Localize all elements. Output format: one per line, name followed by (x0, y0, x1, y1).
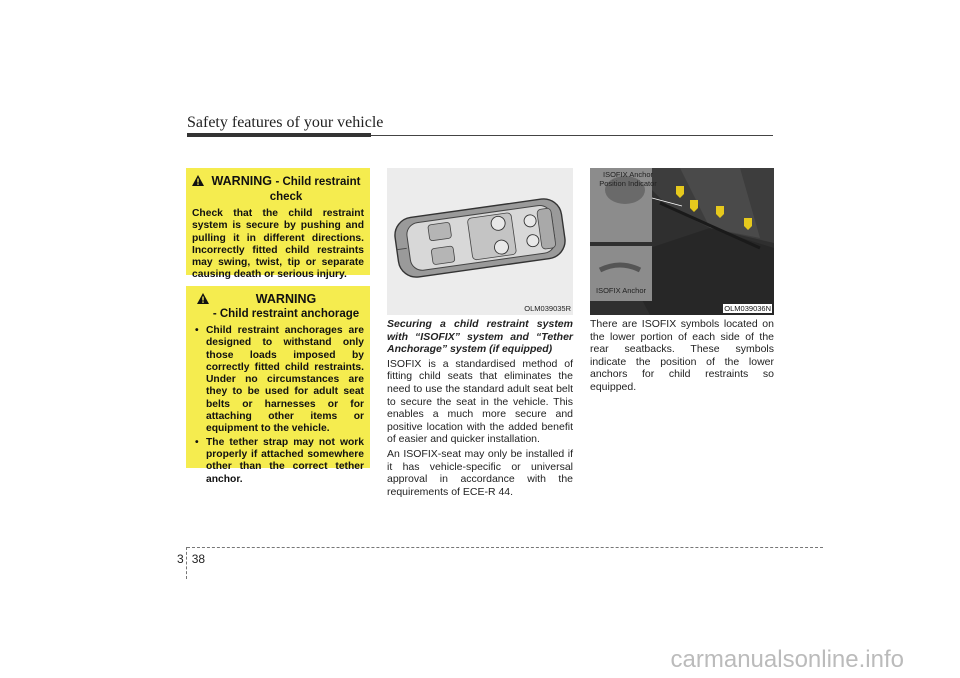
watermark: carmanualsonline.info (670, 646, 904, 673)
paragraph: An ISOFIX-seat may only be installed if it has vehicle-specific or universal approval in accordance with the requirements of ECE-R 44. (387, 447, 573, 498)
figure-code: OLM039035R (524, 304, 571, 313)
page-header-title: Safety features of your vehicle (187, 114, 384, 131)
figure-car-top-view (387, 168, 573, 315)
header-rule-accent (187, 133, 371, 137)
warning-list-item: • The tether strap may not work properly if attached somewhere other than the correct tether anchor. (192, 437, 364, 486)
page-number (177, 552, 205, 566)
warning-body: Check that the child restraint system is secure by pushing and pulling it in different directions. Incorrectly fitted child restraints may swing, twist, tip or separate causing death or serious injury. (192, 208, 364, 281)
label-isofix-anchor: ISOFIX Anchor (596, 286, 647, 295)
page-number-value: 38 (191, 552, 206, 566)
middle-column (387, 318, 573, 500)
warning-triangle-icon (192, 175, 204, 186)
label-isofix-position-indicator: ISOFIX Anchor Position Indicator (599, 170, 657, 188)
warning-subtitle: - Child restraint anchorage (212, 308, 360, 320)
warning-list-item: • Child restraint anchorages are designed to withstand only those loads imposed by correctly fitted child restraints. Under no circumstances are they to be used for adult seat belts or harnesses or for attaching other items or equipment to the vehicle. (192, 325, 364, 436)
warning-list (192, 325, 364, 486)
section-heading: Securing a child restraint system with “ISOFIX” system and “Tether Anchorage” system (if equipped) (387, 318, 573, 356)
right-column (590, 318, 774, 396)
figure-rear-seat-isofix (590, 168, 774, 315)
paragraph: There are ISOFIX symbols located on the lower portion of each side of the rear seatbacks. These symbols indicate the position of the lower anchors for child restraints so equipped. (590, 318, 774, 393)
car-top-view-illustration (387, 168, 573, 303)
warning-box-child-restraint-check (186, 168, 370, 281)
footer-rule (187, 547, 823, 548)
section-number: 3 (177, 552, 184, 566)
warning-box-child-restraint-anchorage (186, 286, 370, 485)
warning-triangle-icon (197, 293, 209, 304)
warning-subtitle: - Child restraint check (269, 176, 361, 203)
paragraph: ISOFIX is a standardised method of fitting child seats that eliminates the need to use the standard adult seat belt to secure the seat in the vehicle. This enables a much more secure and positive location with the added benefit of easier and quicker installation. (387, 357, 573, 446)
warning-heading (192, 292, 364, 321)
warning-heading (192, 174, 364, 204)
warning-label: WARNING (255, 292, 317, 306)
figure-code: OLM039036N (724, 304, 771, 313)
warning-label: WARNING (211, 174, 272, 188)
